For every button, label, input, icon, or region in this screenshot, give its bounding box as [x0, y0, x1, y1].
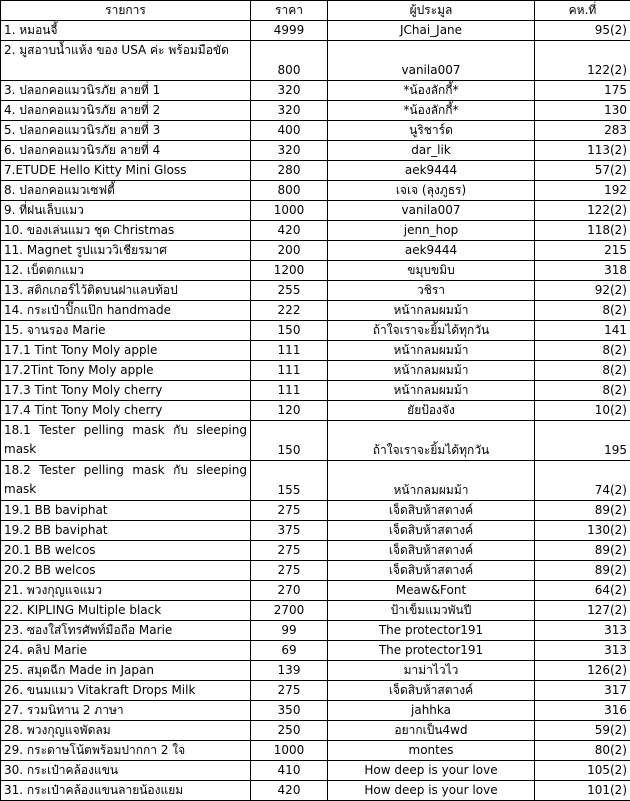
post-number-cell: 313 [535, 641, 630, 661]
post-number-cell: 64(2) [535, 581, 630, 601]
table-row [1, 361, 630, 381]
table-row [1, 541, 630, 561]
item-cell: 6. ปลอกคอแมวนิรภัย ลายที่ 4 [1, 141, 251, 161]
post-number-cell: 127(2) [535, 601, 630, 621]
table-body [1, 21, 630, 801]
post-number-cell: 192 [535, 181, 630, 201]
table-row [1, 21, 630, 41]
item-cell: 12. เบ็ดตกแมว [1, 261, 251, 281]
item-cell: 13. สติกเกอร์ไว้ติดบนฝาแลบท้อป [1, 281, 251, 301]
table-row [1, 401, 630, 421]
post-number-cell: 105(2) [535, 761, 630, 781]
post-number-cell: 317 [535, 681, 630, 701]
table-row [1, 121, 630, 141]
post-number-cell: 95(2) [535, 21, 630, 41]
bidder-cell: The protector191 [328, 621, 535, 641]
price-cell: 275 [251, 681, 328, 701]
bidder-cell: เจ็ดสิบห้าสตางค์ [328, 681, 535, 701]
table-row [1, 101, 630, 121]
post-number-cell: 175 [535, 81, 630, 101]
bidder-cell: หน้ากลมผมม้า [328, 461, 535, 501]
header-price: ราคา [251, 1, 328, 21]
price-cell: 120 [251, 401, 328, 421]
post-number-cell: 118(2) [535, 221, 630, 241]
bidder-cell: JChai_Jane [328, 21, 535, 41]
item-cell: 9. ที่ฝนเล็บแมว [1, 201, 251, 221]
table-row [1, 181, 630, 201]
item-cell: 22. KIPLING Multiple black [1, 601, 251, 621]
post-number-cell: 122(2) [535, 201, 630, 221]
table-row [1, 581, 630, 601]
bidder-cell: หน้ากลมผมม้า [328, 341, 535, 361]
price-cell: 420 [251, 221, 328, 241]
price-cell: 250 [251, 721, 328, 741]
post-number-cell: 215 [535, 241, 630, 261]
bidder-cell: How deep is your love [328, 761, 535, 781]
post-number-cell: 8(2) [535, 361, 630, 381]
bidder-cell: เจ็ดสิบห้าสตางค์ [328, 541, 535, 561]
item-cell: 8. ปลอกคอแมวเซฟตี้ [1, 181, 251, 201]
header-post-number: คห.ที่ [535, 1, 630, 21]
bidder-cell: montes [328, 741, 535, 761]
post-number-cell: 130 [535, 101, 630, 121]
price-cell: 410 [251, 761, 328, 781]
price-cell: 4999 [251, 21, 328, 41]
item-cell: 19.1 BB baviphat [1, 501, 251, 521]
table-row [1, 461, 630, 501]
price-cell: 800 [251, 181, 328, 201]
bidder-cell: วชิรา [328, 281, 535, 301]
post-number-cell: 92(2) [535, 281, 630, 301]
post-number-cell: 8(2) [535, 341, 630, 361]
post-number-cell: 57(2) [535, 161, 630, 181]
price-cell: 275 [251, 561, 328, 581]
table-row [1, 141, 630, 161]
item-cell: 19.2 BB baviphat [1, 521, 251, 541]
bidder-cell: มาม่าไวไว [328, 661, 535, 681]
post-number-cell: 130(2) [535, 521, 630, 541]
price-cell: 350 [251, 701, 328, 721]
bidder-cell: หน้ากลมผมม้า [328, 381, 535, 401]
item-cell: 20.2 BB welcos [1, 561, 251, 581]
post-number-cell: 122(2) [535, 41, 630, 81]
table-row [1, 301, 630, 321]
post-number-cell: 318 [535, 261, 630, 281]
price-cell: 2700 [251, 601, 328, 621]
price-cell: 400 [251, 121, 328, 141]
bidder-cell: เจ็ดสิบห้าสตางค์ [328, 561, 535, 581]
bidder-cell: aek9444 [328, 241, 535, 261]
item-cell: 14. กระเป๋าปิ๊กแป๊ก handmade [1, 301, 251, 321]
item-cell: 17.3 Tint Tony Moly cherry [1, 381, 251, 401]
bidder-cell: Meaw&Font [328, 581, 535, 601]
price-cell: 320 [251, 81, 328, 101]
table-row [1, 381, 630, 401]
table-row [1, 501, 630, 521]
bidder-cell: อยากเป็น4wd [328, 721, 535, 741]
post-number-cell: 80(2) [535, 741, 630, 761]
bidder-cell: ยัยป้องจัง [328, 401, 535, 421]
post-number-cell: 313 [535, 621, 630, 641]
item-cell: 23. ซองใส่โทรศัพท์มือถือ Marie [1, 621, 251, 641]
item-cell: 20.1 BB welcos [1, 541, 251, 561]
post-number-cell: 59(2) [535, 721, 630, 741]
table-row [1, 241, 630, 261]
item-cell: 15. จานรอง Marie [1, 321, 251, 341]
table-row [1, 81, 630, 101]
item-cell: 27. รวมนิทาน 2 ภาษา [1, 701, 251, 721]
table-row [1, 661, 630, 681]
price-cell: 1000 [251, 741, 328, 761]
price-cell: 1000 [251, 201, 328, 221]
post-number-cell: 8(2) [535, 301, 630, 321]
bidder-cell: jahhka [328, 701, 535, 721]
bidder-cell: The protector191 [328, 641, 535, 661]
bidder-cell: ถ้าใจเราจะยิ้มได้ทุกวัน [328, 421, 535, 461]
item-cell: 24. คลิป Marie [1, 641, 251, 661]
post-number-cell: 8(2) [535, 381, 630, 401]
price-cell: 255 [251, 281, 328, 301]
bidder-cell: หน้ากลมผมม้า [328, 361, 535, 381]
item-cell: 26. ขนมแมว Vitakraft Drops Milk [1, 681, 251, 701]
post-number-cell: 74(2) [535, 461, 630, 501]
bidder-cell: ขมุบขมิบ [328, 261, 535, 281]
item-cell: 18.1 Tester pelling mask กับ sleeping mask [1, 421, 251, 461]
price-cell: 1200 [251, 261, 328, 281]
post-number-cell: 89(2) [535, 541, 630, 561]
price-cell: 275 [251, 541, 328, 561]
table-row [1, 681, 630, 701]
bidder-cell: vanila007 [328, 201, 535, 221]
post-number-cell: 113(2) [535, 141, 630, 161]
bidder-cell: aek9444 [328, 161, 535, 181]
post-number-cell: 101(2) [535, 781, 630, 801]
header-row [1, 1, 630, 21]
price-cell: 200 [251, 241, 328, 261]
price-cell: 222 [251, 301, 328, 321]
table-row [1, 341, 630, 361]
item-cell: 5. ปลอกคอแมวนิรภัย ลายที่ 3 [1, 121, 251, 141]
post-number-cell: 10(2) [535, 401, 630, 421]
item-cell: 30. กระเป๋าคล้องแขน [1, 761, 251, 781]
header-bidder: ผู้ประมูล [328, 1, 535, 21]
bidder-cell: jenn_hop [328, 221, 535, 241]
item-cell: 21. พวงกุญแจแมว [1, 581, 251, 601]
price-cell: 155 [251, 461, 328, 501]
table-row [1, 421, 630, 461]
bidder-cell: *น้องลักกี้* [328, 101, 535, 121]
price-cell: 111 [251, 341, 328, 361]
price-cell: 320 [251, 141, 328, 161]
price-cell: 69 [251, 641, 328, 661]
price-cell: 320 [251, 101, 328, 121]
header-item: รายการ [1, 1, 251, 21]
price-cell: 111 [251, 361, 328, 381]
price-cell: 800 [251, 41, 328, 81]
item-cell: 3. ปลอกคอแมวนิรภัย ลายที่ 1 [1, 81, 251, 101]
item-cell: 25. สมุดฉีก Made in Japan [1, 661, 251, 681]
bidder-cell: เจเจ (ลุงภูธร) [328, 181, 535, 201]
bidder-cell: *น้องลักกี้* [328, 81, 535, 101]
table-row [1, 701, 630, 721]
table-row [1, 521, 630, 541]
table-row [1, 641, 630, 661]
price-cell: 275 [251, 501, 328, 521]
table-row [1, 281, 630, 301]
bidder-cell: ถ้าใจเราจะยิ้มได้ทุกวัน [328, 321, 535, 341]
table-row [1, 261, 630, 281]
table-row [1, 741, 630, 761]
item-cell: 2. มูสอาบน้ำแห้ง ของ USA ค่ะ พร้อมมือขัด [1, 41, 251, 81]
bidder-cell: ป้าเข็มแมวพันปี [328, 601, 535, 621]
table-row [1, 761, 630, 781]
price-cell: 99 [251, 621, 328, 641]
table-row [1, 561, 630, 581]
item-cell: 4. ปลอกคอแมวนิรภัย ลายที่ 2 [1, 101, 251, 121]
post-number-cell: 141 [535, 321, 630, 341]
item-cell: 11. Magnet รูปแมววิเชียรมาศ [1, 241, 251, 261]
table-row [1, 621, 630, 641]
table-row [1, 41, 630, 81]
price-cell: 150 [251, 321, 328, 341]
table-row [1, 601, 630, 621]
bidder-cell: vanila007 [328, 41, 535, 81]
item-cell: 1. หมอนจี้ [1, 21, 251, 41]
post-number-cell: 89(2) [535, 561, 630, 581]
price-cell: 270 [251, 581, 328, 601]
bidder-cell: เจ็ดสิบห้าสตางค์ [328, 501, 535, 521]
item-cell: 7.ETUDE Hello Kitty Mini Gloss [1, 161, 251, 181]
item-cell: 18.2 Tester pelling mask กับ sleeping mask [1, 461, 251, 501]
post-number-cell: 195 [535, 421, 630, 461]
table-row [1, 201, 630, 221]
price-cell: 139 [251, 661, 328, 681]
item-cell: 10. ของเล่นแมว ชุด Christmas [1, 221, 251, 241]
post-number-cell: 316 [535, 701, 630, 721]
price-cell: 375 [251, 521, 328, 541]
bidder-cell: เจ็ดสิบห้าสตางค์ [328, 521, 535, 541]
bidder-cell: หน้ากลมผมม้า [328, 301, 535, 321]
post-number-cell: 283 [535, 121, 630, 141]
price-cell: 280 [251, 161, 328, 181]
table-row [1, 321, 630, 341]
table-row [1, 161, 630, 181]
price-cell: 111 [251, 381, 328, 401]
price-cell: 420 [251, 781, 328, 801]
bidder-cell: นูริชาร์ด [328, 121, 535, 141]
table-row [1, 221, 630, 241]
item-cell: 31. กระเป๋าคล้องแขนลายน้องแยม [1, 781, 251, 801]
price-cell: 150 [251, 421, 328, 461]
post-number-cell: 126(2) [535, 661, 630, 681]
bidder-cell: dar_lik [328, 141, 535, 161]
post-number-cell: 89(2) [535, 501, 630, 521]
item-cell: 17.2Tint Tony Moly apple [1, 361, 251, 381]
table-row [1, 721, 630, 741]
item-cell: 29. กระดาษโน้ตพร้อมปากกา 2 ใจ [1, 741, 251, 761]
item-cell: 28. พวงกุญแจพัดลม [1, 721, 251, 741]
item-cell: 17.1 Tint Tony Moly apple [1, 341, 251, 361]
item-cell: 17.4 Tint Tony Moly cherry [1, 401, 251, 421]
bidder-cell: How deep is your love [328, 781, 535, 801]
